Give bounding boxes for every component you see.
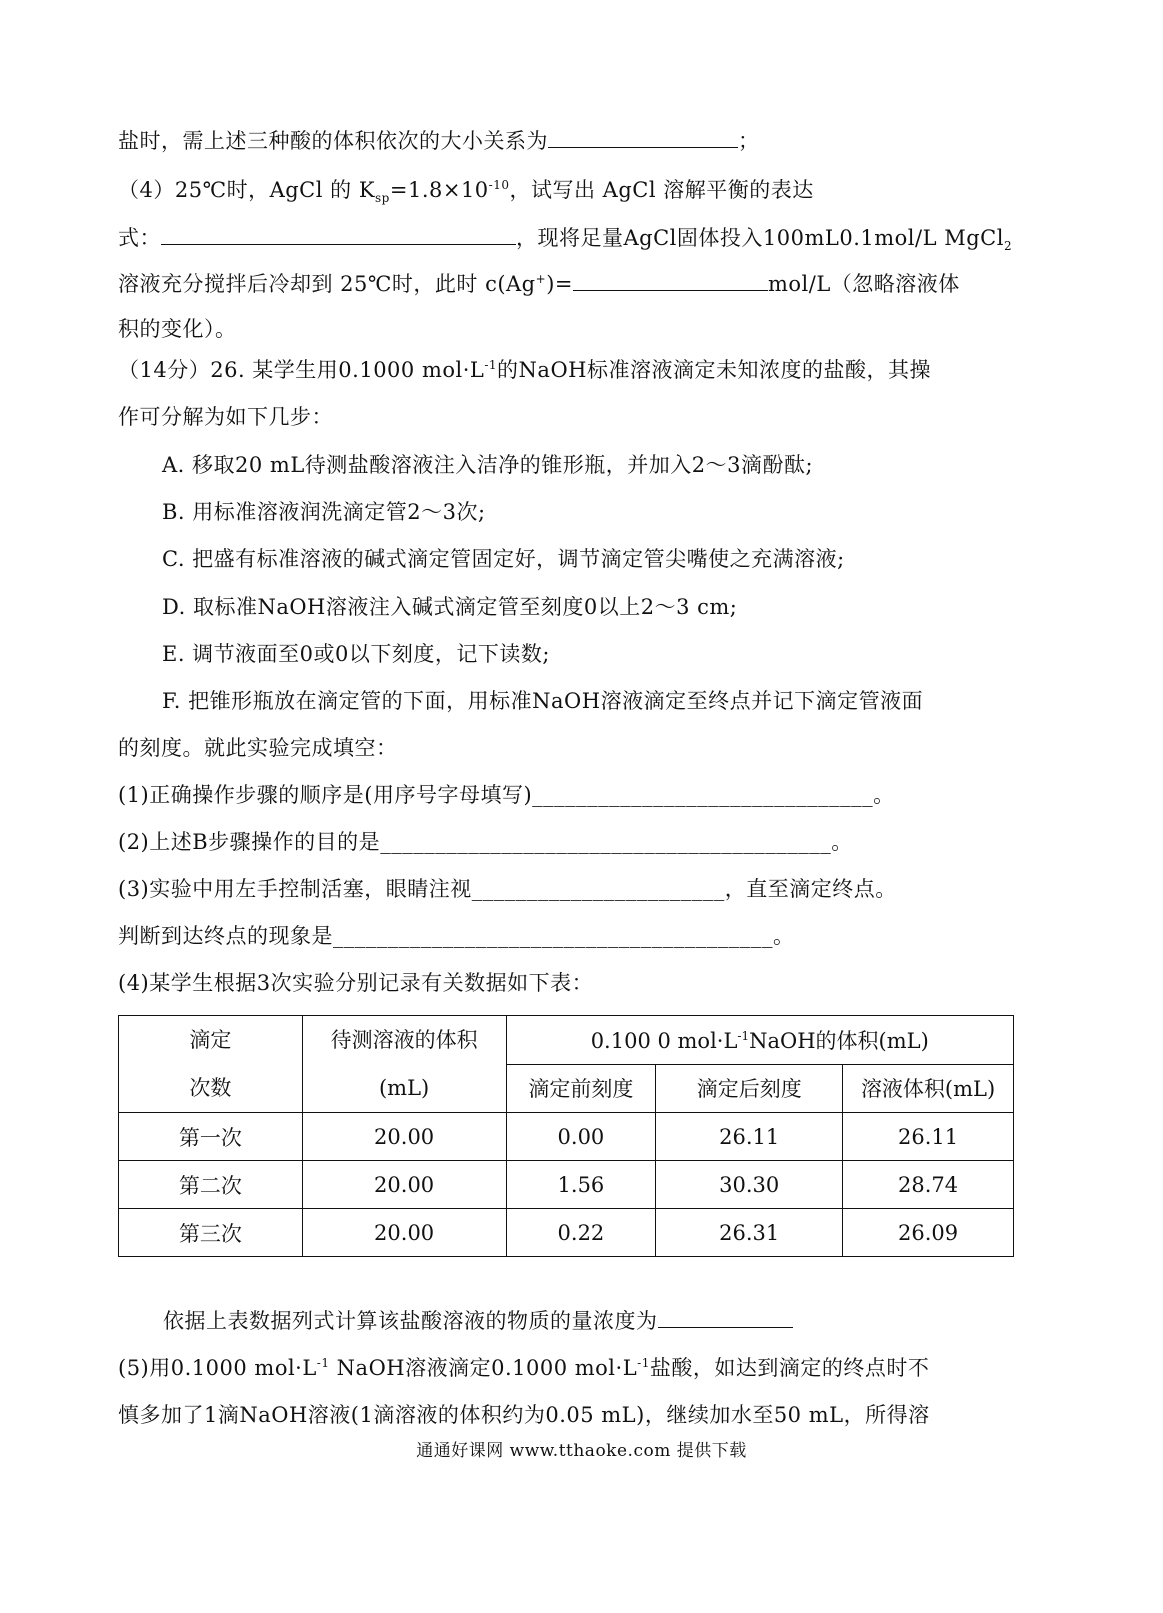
step-a: A. 移取20 mL待测盐酸溶液注入洁净的锥形瓶，并加入2～3滴酚酞; (162, 453, 814, 477)
question-1: (1)正确操作步骤的顺序是(用序号字母填写)_______________________________。 (118, 783, 895, 807)
text-line: 积的变化）。 (118, 317, 237, 341)
answer-blank[interactable] (658, 1305, 793, 1328)
step-d: D. 取标准NaOH溶液注入碱式滴定管至刻度0以上2～3 cm; (162, 595, 738, 619)
calculation-question: 依据上表数据列式计算该盐酸溶液的物质的量浓度为 (163, 1305, 793, 1336)
header-naoh-volume: 0.100 0 $mol\cdot L^{-1}NaOH$的体积(mL) (506, 1016, 1014, 1065)
page-footer: 通通好课网 www.tthaoke.com 提供下载 (416, 1441, 747, 1461)
table-row: 第三次 20.00 0.22 26.31 26.09 (119, 1209, 1014, 1257)
header-volume: 待测溶液的体积 (mL) (302, 1016, 506, 1113)
answer-blank[interactable]: _______________________________。 (532, 783, 895, 807)
table-row: 第一次 20.00 0.00 26.11 26.11 (119, 1113, 1014, 1161)
header-solution-volume: 溶液体积(mL) (843, 1064, 1014, 1113)
question-3: (3)实验中用左手控制活塞，眼睛注视_______________________，直至滴定终点。 (118, 877, 897, 901)
step-e: E. 调节液面至0或0以下刻度，记下读数; (162, 642, 550, 666)
text-line: （14分）26. 某学生用0.1000 $mol\cdot L^{-1}$的NaOH标准溶液滴定未知浓度的盐酸，其操 (118, 358, 931, 382)
titration-data-table (118, 1015, 1014, 1257)
answer-blank[interactable] (548, 125, 738, 148)
answer-blank[interactable]: ________________________________________。 (333, 924, 795, 948)
text-line: 溶液充分搅拌后冷却到 25℃时，此时 c(Ag+)= mol/L（忽略溶液体 (118, 268, 960, 299)
step-f: F. 把锥形瓶放在滴定管的下面，用标准NaOH溶液滴定至终点并记下滴定管液面 (162, 689, 924, 713)
header-after: 滴定后刻度 (656, 1064, 843, 1113)
text-line: 作可分解为如下几步： (118, 405, 333, 429)
question-text: 盐时，需上述三种酸的体积依次的大小关系为 (118, 129, 548, 153)
step-c: C. 把盛有标准溶液的碱式滴定管固定好，调节滴定管尖嘴使之充满溶液; (162, 547, 845, 571)
question-5: (5)用0.1000 $mol\cdot L^{-1}$ NaOH溶液滴定0.1000 $mol\cdot L^{-1}$盐酸，如达到滴定的终点时不 (118, 1356, 930, 1380)
table-row: 第二次 20.00 1.56 30.30 28.74 (119, 1161, 1014, 1209)
text-line: （4）25℃时，AgCl 的 $K_{sp}=1.8\times 10^{-10}$，试写出 AgCl 溶解平衡的表达 (118, 178, 814, 206)
answer-blank[interactable] (573, 268, 768, 291)
question-4: (4)某学生根据3次实验分别记录有关数据如下表： (118, 971, 594, 995)
answer-blank[interactable]: _________________________________________。 (380, 830, 853, 854)
question-2: (2)上述B步骤操作的目的是_________________________________________。 (118, 830, 853, 854)
header-count: 滴定 次数 (119, 1016, 303, 1113)
text-line: 盐时，需上述三种酸的体积依次的大小关系为 ； (118, 125, 760, 156)
question-3-phenomenon: 判断到达终点的现象是________________________________________。 (118, 924, 795, 948)
step-b: B. 用标准溶液润洗滴定管2～3次; (162, 500, 486, 524)
text-line: 式： ，现将足量AgCl固体投入100mL0.1mol/L MgCl$_2$ (118, 222, 1012, 253)
text-line: 的刻度。就此实验完成填空： (118, 736, 398, 760)
answer-blank[interactable]: _______________________，直至滴定终点。 (471, 877, 897, 901)
text-line: 慎多加了1滴NaOH溶液(1滴溶液的体积约为0.05 mL)，继续加水至50 mL，所得溶 (118, 1403, 930, 1427)
header-before: 滴定前刻度 (506, 1064, 656, 1113)
answer-blank[interactable] (161, 222, 516, 245)
